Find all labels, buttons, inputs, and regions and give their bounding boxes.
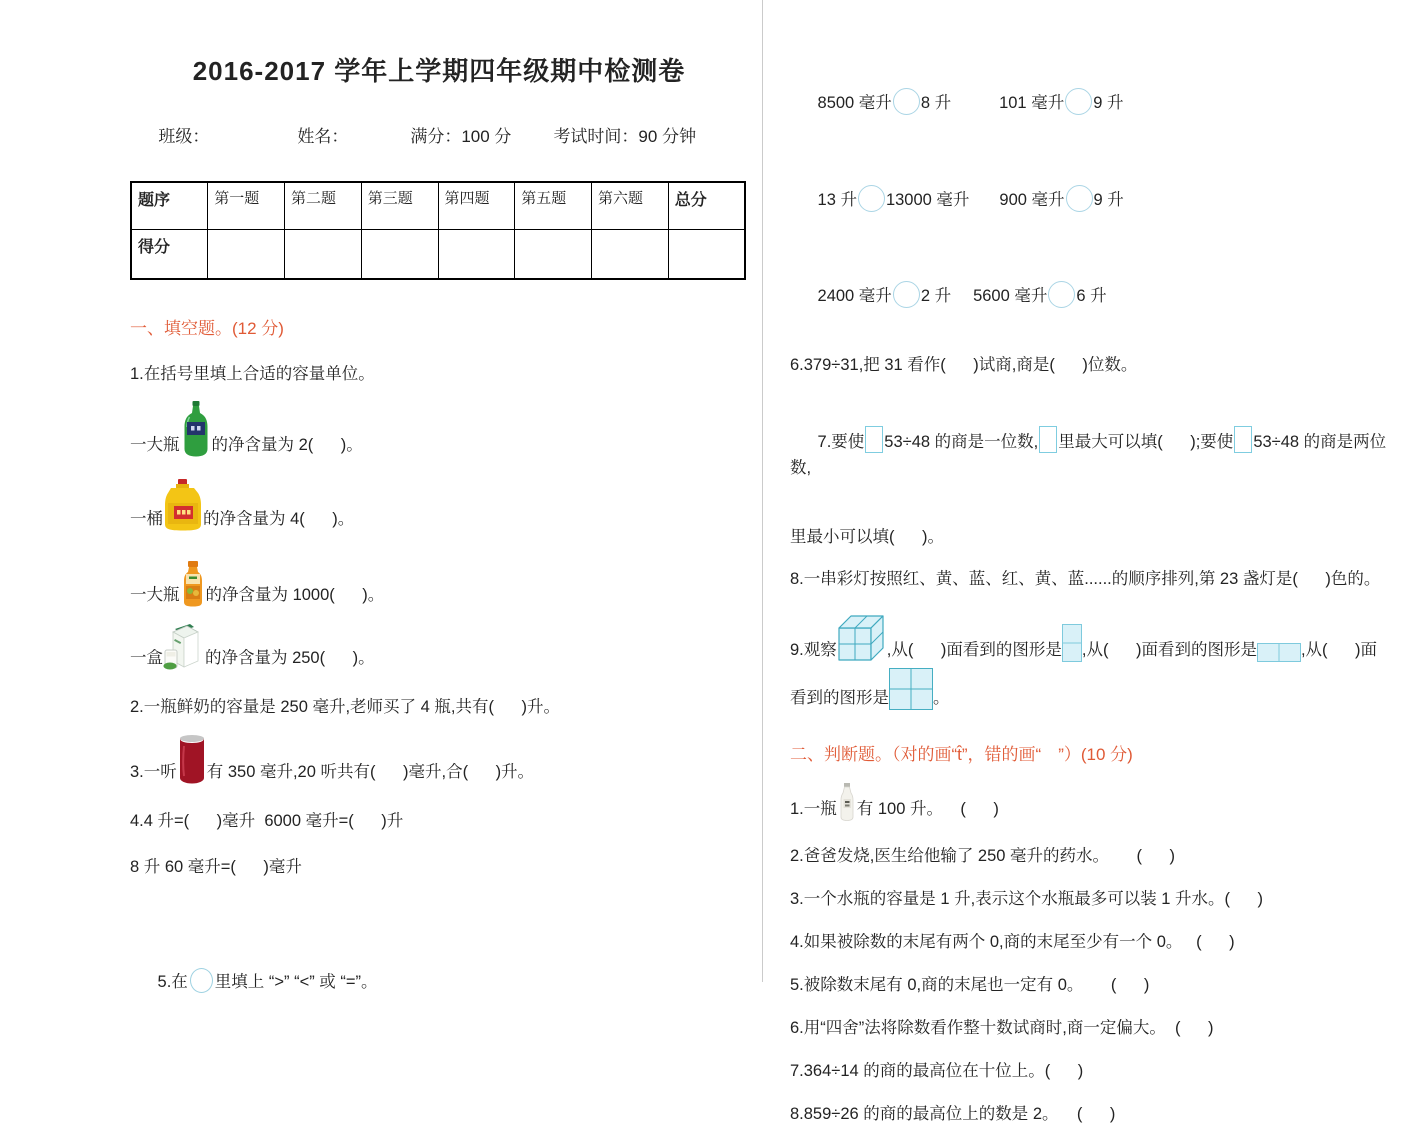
q1-item-post: 的净含量为 250( )。 — [205, 649, 375, 667]
q9-seg: 。 — [933, 689, 950, 707]
q1-item-milk-carton — [130, 623, 748, 670]
j1-pre: 1.一瓶 — [790, 800, 837, 818]
score-table-header: 题序 — [131, 182, 208, 230]
compare-left: 2400 毫升 — [817, 287, 892, 305]
q1-item-soda — [130, 401, 748, 457]
q3-pre: 3.一听 — [130, 763, 177, 781]
compare-circle — [1066, 185, 1093, 212]
compare-right: 8 升 — [920, 94, 952, 112]
q7-line1 — [790, 400, 1394, 507]
q7-seg: 里最大可以填( );要使 — [1058, 433, 1234, 451]
score-table-header: 第二题 — [285, 182, 362, 230]
compare-right: 9 升 — [1093, 94, 1124, 112]
front-view-figure — [889, 668, 933, 710]
juice-bottle-icon — [180, 561, 206, 607]
q2-line: 2.一瓶鲜奶的容量是 250 毫升,老师买了 4 瓶,共有( )升。 — [130, 698, 560, 716]
score-cell-empty — [208, 230, 285, 280]
class-label: 班级： — [158, 127, 210, 146]
compare-left: 900 毫升 — [999, 191, 1065, 209]
cube-block-figure — [837, 610, 887, 662]
score-cell-empty — [668, 230, 745, 280]
red-can-icon — [177, 734, 207, 784]
compare-left: 5600 毫升 — [973, 287, 1048, 305]
name-label: 姓名： — [297, 127, 349, 146]
q7-seg: 7.要使 — [817, 433, 865, 451]
full-score-label: 满分：100 分 — [410, 127, 512, 146]
compare-right: 13000 毫升 — [885, 191, 970, 209]
score-cell-empty — [515, 230, 592, 280]
q9-seg: ,从( )面 — [1300, 641, 1378, 659]
q6-line: 6.379÷31,把 31 看作( )试商,商是( )位数。 — [790, 356, 1138, 374]
score-table-header: 第五题 — [515, 182, 592, 230]
compare-circle — [1048, 281, 1075, 308]
q5-line — [130, 942, 748, 1021]
score-table — [130, 181, 746, 280]
milk-carton-icon — [163, 623, 205, 670]
q7-line2: 里最小可以填( )。 — [790, 528, 944, 546]
q3-line — [130, 734, 748, 784]
compare-right: 9 升 — [1093, 191, 1124, 209]
q9-line2 — [790, 668, 1394, 710]
side-view-figure — [1062, 624, 1082, 662]
judge-8: 8.859÷26 的商的最高位上的数是 2。 ( ) — [790, 1105, 1116, 1123]
q4-line2: 8 升 60 毫升=( )毫升 — [130, 858, 302, 876]
q5-post: 里填上 “>” “<” 或 “=”。 — [214, 973, 378, 991]
compare-right: 6 升 — [1076, 287, 1107, 305]
top-view-figure — [1257, 643, 1301, 662]
q5-pre: 5.在 — [157, 973, 188, 991]
compare-circle — [858, 185, 885, 212]
page-title: 2016-2017 学年上学期四年级期中检测卷 — [192, 56, 686, 86]
soda-bottle-icon — [180, 401, 212, 457]
q1-item-pre: 一桶 — [130, 510, 163, 528]
compare-left: 8500 毫升 — [817, 94, 892, 112]
exam-info-row — [130, 102, 748, 167]
score-cell-empty — [592, 230, 669, 280]
q1-item-post: 的净含量为 1000( )。 — [205, 586, 385, 604]
judge-2: 2.爸爸发烧,医生给他输了 250 毫升的药水。 ( ) — [790, 847, 1176, 865]
compare-left: 101 毫升 — [999, 94, 1065, 112]
q9-seg: ,从( )面看到的图形是 — [1081, 641, 1257, 659]
judge-4: 4.如果被除数的末尾有两个 0,商的末尾至少有一个 0。 ( ) — [790, 933, 1235, 951]
q4-line1: 4.4 升=( )毫升 6000 毫升=( )升 — [130, 812, 404, 830]
q8-line: 8.一串彩灯按照红、黄、蓝、红、黄、蓝......的顺序排列,第 23 盏灯是( )色的。 — [790, 570, 1381, 588]
q7-seg: 53÷48 的商是一位数, — [884, 433, 1039, 451]
compare-left: 13 升 — [817, 191, 857, 209]
score-table-header: 总分 — [668, 182, 745, 230]
q1-item-pre: 一大瓶 — [130, 586, 180, 604]
right-column — [790, 50, 1394, 1127]
judge-7: 7.364÷14 的商的最高位在十位上。( ) — [790, 1062, 1084, 1080]
compare-circle — [190, 968, 213, 993]
section2-heading: 二、判断题。（对的画“t̂”，错的画“ ”）(10 分) — [790, 745, 1133, 764]
q5-compare-row — [790, 62, 1394, 142]
score-table-header: 第一题 — [208, 182, 285, 230]
score-cell-empty — [285, 230, 362, 280]
duration-label: 考试时间：90 分钟 — [553, 127, 697, 146]
q1-item-post: 的净含量为 2( )。 — [211, 436, 363, 454]
left-column — [130, 45, 748, 1021]
q9-line1 — [790, 610, 1394, 662]
fill-box — [1039, 426, 1057, 453]
q1-item-juice — [130, 561, 748, 607]
q7-seg: 53÷48 的商是两位数, — [790, 433, 1387, 477]
score-table-header: 第四题 — [438, 182, 515, 230]
judge-5: 5.被除数末尾有 0,商的末尾也一定有 0。 ( ) — [790, 976, 1150, 994]
score-table-header: 第六题 — [592, 182, 669, 230]
q1-intro: 1.在括号里填上合适的容量单位。 — [130, 365, 375, 383]
q5-compare-row — [790, 159, 1394, 239]
q1-item-oil — [130, 479, 748, 531]
judge-6: 6.用“四舍”法将除数看作整十数试商时,商一定偏大。 ( ) — [790, 1019, 1214, 1037]
oil-jug-icon — [163, 479, 203, 531]
judge-3: 3.一个水瓶的容量是 1 升,表示这个水瓶最多可以装 1 升水。( ) — [790, 890, 1264, 908]
q1-item-pre: 一盒 — [130, 649, 163, 667]
score-row-label: 得分 — [131, 230, 208, 280]
section1-heading: 一、填空题。(12 分) — [130, 319, 284, 338]
q9-seg: 看到的图形是 — [790, 689, 889, 707]
score-table-header: 第三题 — [361, 182, 438, 230]
fill-box — [1234, 426, 1252, 453]
compare-circle — [893, 281, 920, 308]
q3-post: 有 350 毫升,20 听共有( )毫升,合( )升。 — [206, 763, 535, 781]
compare-right: 2 升 — [920, 287, 952, 305]
q1-item-pre: 一大瓶 — [130, 436, 180, 454]
q1-item-post: 的净含量为 4( )。 — [203, 510, 355, 528]
judge-1 — [790, 783, 1394, 821]
fill-box — [865, 426, 883, 453]
score-table-score-row — [131, 230, 745, 280]
compare-circle — [1065, 88, 1092, 115]
score-table-header-row — [131, 182, 745, 230]
j1-post: 有 100 升。 ( ) — [856, 800, 999, 818]
compare-circle — [893, 88, 920, 115]
q9-seg: ,从( )面看到的图形是 — [886, 641, 1062, 659]
q9-seg: 9.观察 — [790, 641, 837, 659]
score-cell-empty — [361, 230, 438, 280]
milk-bottle-icon — [837, 783, 857, 821]
score-cell-empty — [438, 230, 515, 280]
column-divider — [762, 0, 763, 982]
q5-compare-row — [790, 255, 1394, 335]
